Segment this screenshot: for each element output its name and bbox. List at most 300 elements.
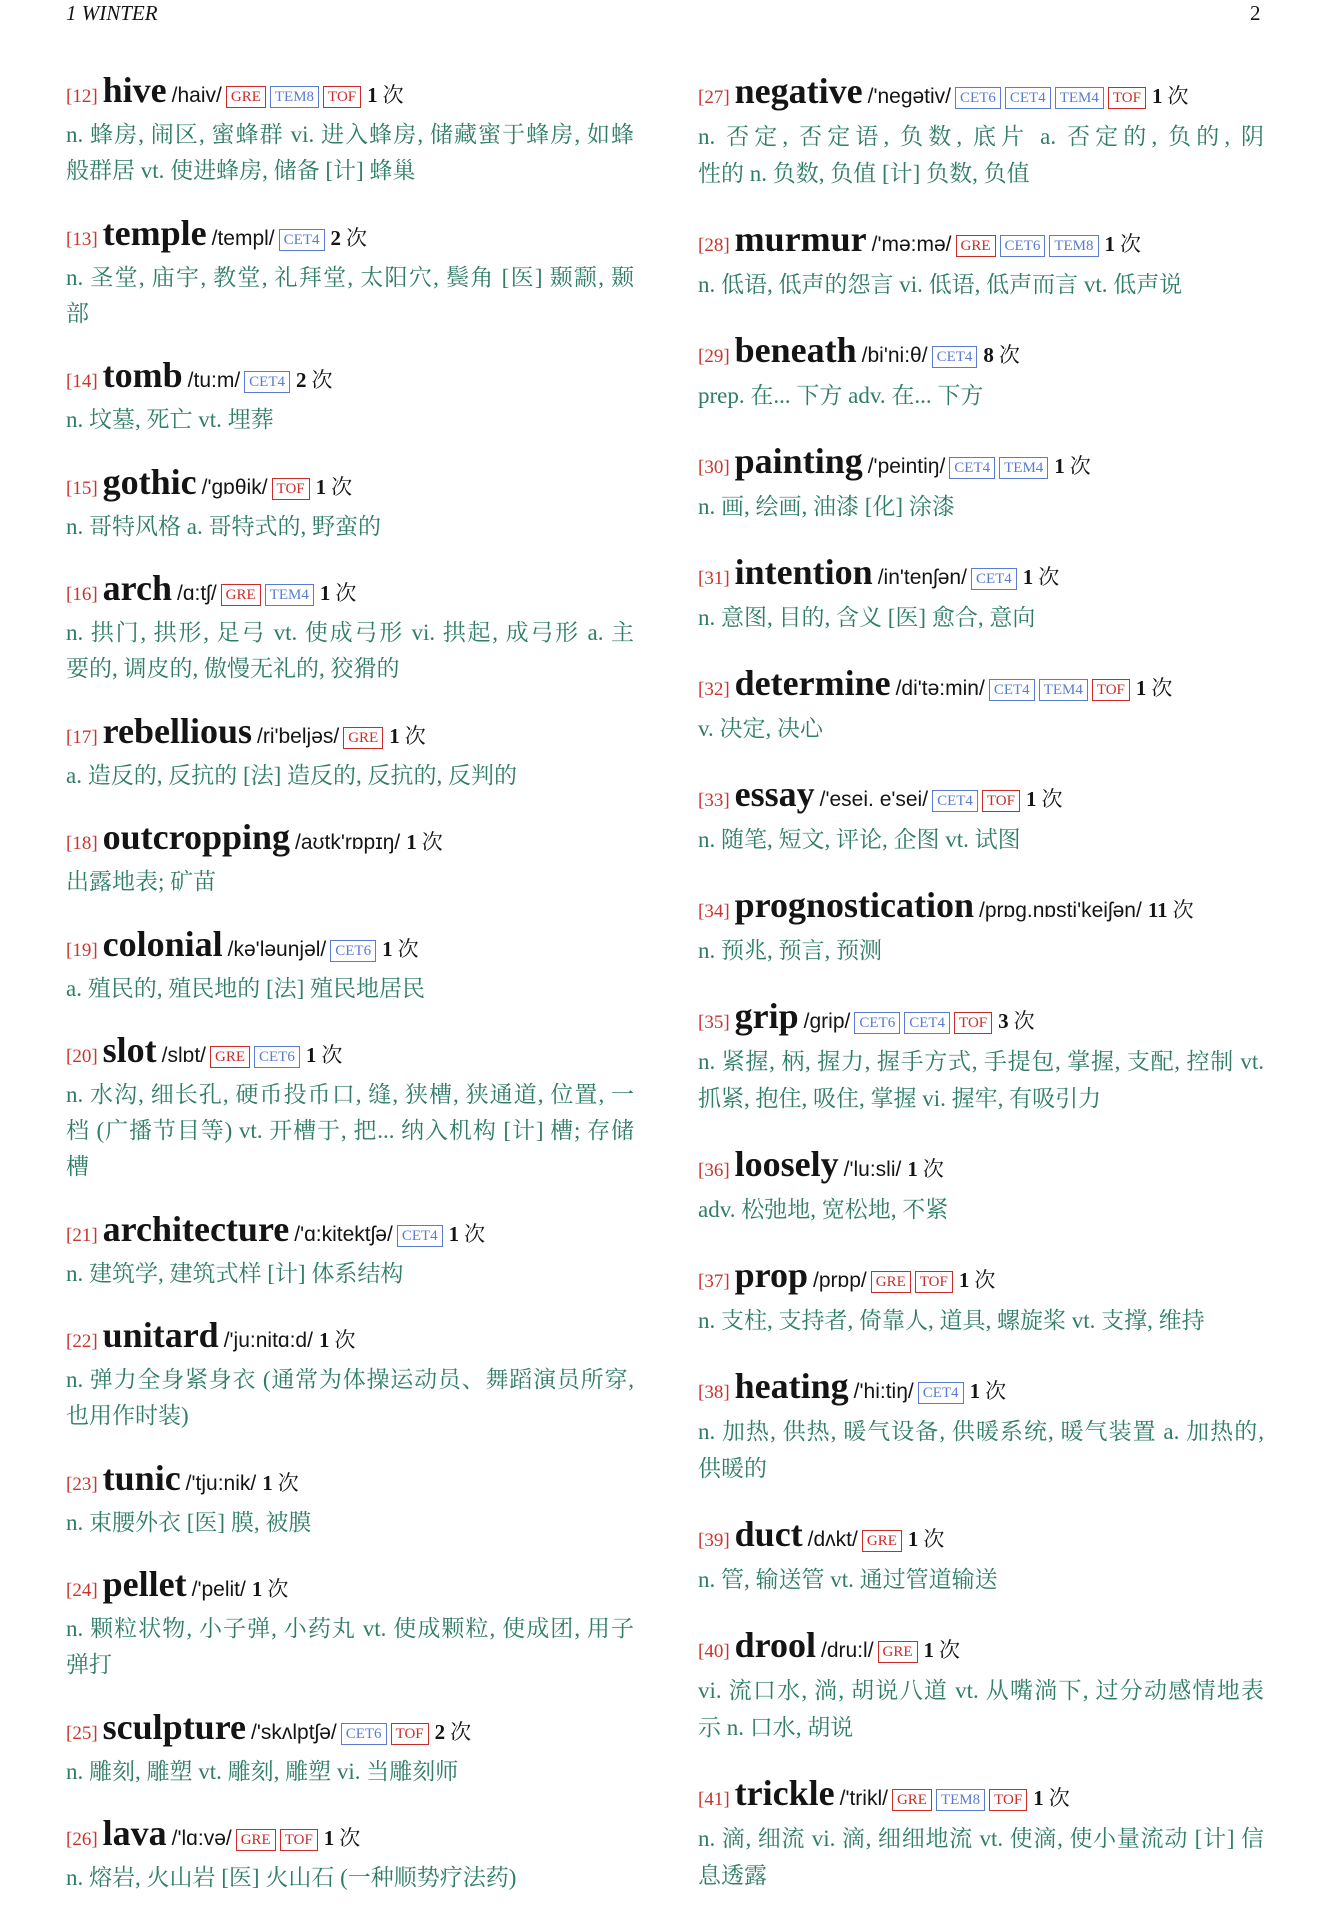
entry-temple: [66, 214, 634, 332]
occurrence-count: 11: [1147, 898, 1168, 922]
exam-tag-tem4: TEM4: [999, 457, 1048, 479]
exam-tag-gre: GRE: [226, 86, 266, 108]
definition-line: n. 圣堂, 庙宇, 教堂, 礼拜堂, 太阳穴, 鬓角 [医] 颞颥, 颞: [66, 264, 634, 290]
definition-line: n. 建筑学, 建筑式样 [计] 体系结构: [66, 1260, 404, 1286]
definition: [66, 1256, 634, 1292]
definition-line: n. 随笔, 短文, 评论, 企图 vt. 试图: [698, 827, 1021, 852]
entry-headline: [66, 1031, 634, 1077]
exam-tag-cet4: CET4: [989, 679, 1035, 701]
definition: [698, 1820, 1264, 1894]
entry-index: [37]: [698, 1271, 730, 1292]
exam-tag-cet4: CET4: [279, 229, 325, 251]
phonetic: /'lɑ:və/: [171, 1827, 232, 1850]
headword: gothic: [102, 461, 197, 502]
definition-line: n. 雕刻, 雕塑 vt. 雕刻, 雕塑 vi. 当雕刻师: [66, 1758, 459, 1784]
entry-index: [33]: [698, 790, 730, 811]
headword: slot: [102, 1030, 157, 1070]
exam-tag-cet6: CET6: [254, 1046, 300, 1068]
exam-tag-gre: GRE: [221, 584, 261, 606]
definition: [698, 266, 1264, 303]
occurrence-count: 1: [323, 1826, 335, 1850]
entry-colonial: [66, 925, 634, 1007]
exam-tag-gre: GRE: [236, 1829, 276, 1851]
headword: intention: [734, 552, 873, 592]
definition-line: n. 紧握, 柄, 握力, 握手方式, 手提包, 掌握, 支配, 控制 vt.: [698, 1049, 1264, 1074]
entry-headline: [698, 220, 1264, 266]
definition: [66, 260, 634, 332]
exam-tag-cet6: CET6: [330, 940, 376, 962]
phonetic: /'esei. e'sei/: [819, 788, 929, 811]
entry-headline: [66, 1210, 634, 1256]
exam-tag-tof: TOF: [989, 1789, 1027, 1811]
entry-pellet: [66, 1565, 634, 1683]
occurrence-unit: 次: [464, 1221, 486, 1246]
occurrence-count: 1: [907, 1527, 919, 1551]
headword: beneath: [734, 330, 857, 370]
occurrence-count: 1: [318, 1328, 330, 1352]
occurrence-unit: 次: [1048, 1786, 1070, 1810]
phonetic: /'pelit/: [191, 1578, 246, 1601]
entry-beneath: [698, 331, 1264, 414]
exam-tag-tof: TOF: [1108, 87, 1146, 109]
headword: rebellious: [102, 710, 252, 751]
occurrence-count: 3: [998, 1009, 1009, 1033]
definition-line: n. 否定, 否定语, 负数, 底片 a. 否定的, 负的, 阴: [698, 124, 1264, 149]
entry-lava: [66, 1814, 634, 1896]
phonetic: /'ju:nitɑ:d/: [223, 1329, 313, 1352]
exam-tag-cet4: CET4: [244, 371, 290, 393]
definition-line: 供暖的: [698, 1456, 767, 1481]
headword: negative: [734, 71, 863, 111]
entry-hive: [66, 71, 634, 189]
definition: [66, 615, 634, 687]
headword: grip: [734, 996, 799, 1036]
entry-trickle: [698, 1774, 1264, 1894]
entry-headline: [698, 1626, 1264, 1672]
occurrence-count: 1: [448, 1221, 460, 1246]
entry-index: [13]: [66, 228, 98, 250]
entry-outcropping: [66, 818, 634, 900]
definition-line: n. 加热, 供热, 暖气设备, 供暖系统, 暖气装置 a. 加热的,: [698, 1419, 1264, 1444]
exam-tag-cet4: CET4: [932, 790, 978, 812]
definition-line: 性的 n. 负数, 负值 [计] 负数, 负值: [698, 161, 1030, 186]
headword: temple: [102, 212, 207, 253]
entry-grip: [698, 997, 1264, 1117]
entry-headline: [698, 553, 1264, 599]
exam-tag-tem8: TEM8: [936, 1789, 985, 1811]
occurrence-unit: 次: [1013, 1009, 1035, 1033]
occurrence-unit: 次: [334, 1328, 356, 1352]
entry-gothic: [66, 463, 634, 545]
entry-headline: [66, 1459, 634, 1505]
entry-index: [41]: [698, 1789, 730, 1810]
exam-tag-tem4: TEM4: [265, 584, 314, 606]
entry-index: [20]: [66, 1046, 98, 1067]
definition-line: n. 蜂房, 闹区, 蜜蜂群 vi. 进入蜂房, 储藏蜜于蜂房, 如蜂: [66, 122, 634, 147]
entry-index: [27]: [698, 87, 730, 108]
headword: tunic: [102, 1457, 181, 1498]
phonetic: /'peintiŋ/: [867, 455, 946, 478]
entry-sculpture: [66, 1708, 634, 1790]
entry-headline: [66, 818, 634, 864]
definition-line: 示 n. 口水, 胡说: [698, 1715, 854, 1740]
entry-headline: [66, 356, 634, 402]
headword: colonial: [102, 923, 223, 964]
entry-headline: [66, 925, 634, 971]
definition: [698, 377, 1264, 414]
entry-essay: [698, 775, 1264, 858]
definition-line: n. 意图, 目的, 含义 [医] 愈合, 意向: [698, 605, 1036, 630]
entry-headline: [698, 72, 1264, 118]
definition-line: 出露地表; 矿苗: [66, 869, 217, 894]
occurrence-count: 1: [389, 723, 400, 748]
definition-line: n. 画, 绘画, 油漆 [化] 涂漆: [698, 494, 955, 519]
entry-index: [39]: [698, 1530, 730, 1551]
entry-negative: [698, 72, 1264, 192]
definition-line: n. 坟墓, 死亡 vt. 埋葬: [66, 407, 274, 432]
occurrence-unit: 次: [1167, 84, 1189, 108]
occurrence-unit: 次: [382, 83, 404, 107]
occurrence-count: 1: [1022, 565, 1034, 589]
occurrence-unit: 次: [421, 830, 443, 854]
exam-tag-gre: GRE: [892, 1789, 932, 1811]
definition-line: 息透露: [698, 1863, 767, 1888]
entry-headline: [698, 1367, 1264, 1413]
exam-tag-gre: GRE: [210, 1046, 250, 1068]
entry-duct: [698, 1515, 1264, 1598]
definition-line: n. 预兆, 预言, 预测: [698, 938, 882, 963]
definition-line: 槽: [66, 1154, 89, 1179]
occurrence-count: 1: [1151, 84, 1163, 108]
entry-index: [21]: [66, 1224, 98, 1246]
occurrence-count: 1: [262, 1470, 273, 1495]
headword: heating: [734, 1366, 849, 1406]
headword: lava: [102, 1813, 167, 1853]
entry-tunic: [66, 1459, 634, 1541]
occurrence-count: 1: [406, 830, 417, 854]
definition: [66, 1505, 634, 1541]
exam-tag-gre: GRE: [878, 1641, 918, 1663]
entry-drool: [698, 1626, 1264, 1746]
headword: pellet: [102, 1564, 187, 1604]
headword: outcropping: [102, 817, 291, 857]
phonetic: /ri'beljəs/: [257, 724, 340, 748]
headword: painting: [734, 441, 863, 481]
exam-tag-tem8: TEM8: [1049, 235, 1098, 257]
entry-index: [26]: [66, 1829, 98, 1850]
entry-unitard: [66, 1316, 634, 1434]
definition-line: n. 熔岩, 火山岩 [医] 火山石 (一种顺势疗法药): [66, 1865, 517, 1890]
exam-tag-cet6: CET6: [341, 1723, 387, 1745]
entry-index: [22]: [66, 1331, 98, 1352]
occurrence-count: 1: [367, 83, 378, 107]
entry-index: [12]: [66, 86, 98, 107]
exam-tag-tof: TOF: [915, 1271, 953, 1293]
entry-headline: [698, 331, 1264, 377]
entry-index: [24]: [66, 1580, 98, 1601]
entry-index: [38]: [698, 1382, 730, 1403]
entry-index: [35]: [698, 1012, 730, 1033]
definition-line: n. 拱门, 拱形, 足弓 vt. 使成弓形 vi. 拱起, 成弓形 a. 主: [66, 620, 634, 645]
entry-headline: [66, 1565, 634, 1611]
entry-prognostication: [698, 886, 1264, 969]
occurrence-count: 1: [923, 1638, 935, 1662]
definition: [66, 758, 634, 794]
occurrence-count: 1: [1033, 1786, 1044, 1810]
entry-headline: [66, 1316, 634, 1362]
occurrence-unit: 次: [998, 343, 1020, 367]
definition-line: 般群居 vt. 使进蜂房, 储备 [计] 蜂巢: [66, 158, 416, 183]
exam-tag-cet4: CET4: [1005, 87, 1051, 109]
occurrence-unit: 次: [404, 723, 426, 748]
entry-arch: [66, 569, 634, 687]
definition: [66, 1860, 634, 1896]
occurrence-unit: 次: [923, 1527, 945, 1551]
exam-tag-cet4: CET4: [971, 568, 1017, 590]
definition: [698, 1413, 1264, 1487]
entry-index: [32]: [698, 679, 730, 700]
exam-tag-cet4: CET4: [904, 1012, 950, 1034]
definition-line: 抓紧, 抱住, 吸住, 掌握 vi. 握牢, 有吸引力: [698, 1086, 1102, 1111]
entry-headline: [66, 214, 634, 260]
exam-tag-tof: TOF: [272, 478, 310, 500]
entry-slot: [66, 1031, 634, 1185]
left-column: [66, 71, 634, 1921]
right-column: [698, 72, 1264, 1922]
occurrence-unit: 次: [1120, 232, 1142, 256]
occurrence-unit: 次: [267, 1577, 289, 1601]
occurrence-count: 1: [1054, 454, 1065, 478]
definition-line: n. 弹力全身紧身衣 (通常为体操运动员、舞蹈演员所穿,: [66, 1367, 634, 1392]
occurrence-unit: 次: [335, 581, 357, 605]
phonetic: /'skʌlptʃə/: [251, 1720, 337, 1744]
definition: [698, 821, 1264, 858]
entry-index: [18]: [66, 833, 98, 854]
exam-tag-tem4: TEM4: [1055, 87, 1104, 109]
exam-tag-gre: GRE: [862, 1530, 902, 1552]
phonetic: /aʊtk'rɒpɪŋ/: [295, 831, 401, 854]
definition-line: 档 (广播节目等) vt. 开槽于, 把... 纳入机构 [计] 槽; 存储: [66, 1118, 634, 1143]
phonetic: /dʌkt/: [807, 1528, 858, 1551]
entry-headline: [698, 1515, 1264, 1561]
occurrence-count: 2: [434, 1719, 446, 1744]
entry-index: [40]: [698, 1641, 730, 1662]
headword: hive: [102, 70, 167, 110]
entry-rebellious: [66, 712, 634, 794]
entry-tomb: [66, 356, 634, 438]
entry-index: [36]: [698, 1160, 730, 1181]
occurrence-count: 8: [983, 343, 994, 367]
definition-line: n. 支柱, 支持者, 倚靠人, 道具, 螺旋桨 vt. 支撑, 维持: [698, 1308, 1205, 1333]
entry-headline: [698, 1256, 1264, 1302]
entry-index: [16]: [66, 584, 98, 605]
occurrence-count: 1: [319, 581, 331, 605]
headword: prognostication: [734, 885, 975, 925]
entry-headline: [66, 569, 634, 615]
headword: arch: [102, 568, 172, 608]
exam-tag-tof: TOF: [323, 86, 361, 108]
phonetic: /'gɒθik/: [201, 475, 268, 499]
exam-tag-tof: TOF: [280, 1829, 318, 1851]
definition-line: v. 决定, 决心: [698, 716, 824, 741]
exam-tag-cet6: CET6: [955, 87, 1001, 109]
occurrence-unit: 次: [1041, 787, 1063, 811]
entry-determine: [698, 664, 1264, 747]
exam-tag-tof: TOF: [1092, 679, 1130, 701]
entry-heating: [698, 1367, 1264, 1487]
occurrence-count: 1: [958, 1268, 970, 1292]
phonetic: /tu:m/: [187, 369, 241, 392]
definition: [698, 710, 1264, 747]
entry-headline: [66, 712, 634, 758]
exam-tag-cet6: CET6: [1000, 235, 1046, 257]
headword: trickle: [734, 1773, 835, 1813]
entry-index: [14]: [66, 371, 98, 392]
entry-prop: [698, 1256, 1264, 1339]
entry-headline: [66, 1814, 634, 1860]
definition: [66, 1611, 634, 1683]
definition: [66, 971, 634, 1007]
definition: [66, 117, 634, 189]
entry-intention: [698, 553, 1264, 636]
occurrence-unit: 次: [331, 474, 353, 499]
phonetic: /templ/: [211, 226, 275, 250]
definition-line: n. 水沟, 细长孔, 硬币投币口, 缝, 狭槽, 狭通道, 位置, 一: [66, 1082, 634, 1107]
entry-headline: [698, 886, 1264, 932]
phonetic: /'hi:tiŋ/: [853, 1380, 914, 1403]
occurrence-unit: 次: [397, 936, 419, 961]
entry-index: [25]: [66, 1722, 98, 1744]
definition: [698, 118, 1264, 192]
definition: [698, 1302, 1264, 1339]
entry-headline: [698, 775, 1264, 821]
entry-headline: [698, 1774, 1264, 1820]
headword: unitard: [102, 1315, 219, 1355]
occurrence-count: 1: [251, 1577, 263, 1601]
exam-tag-tof: TOF: [982, 790, 1020, 812]
definition-line: prep. 在... 下方 adv. 在... 下方: [698, 383, 984, 408]
definition: [66, 1077, 634, 1185]
exam-tag-gre: GRE: [871, 1271, 911, 1293]
headword: sculpture: [102, 1706, 247, 1747]
exam-tag-cet4: CET4: [397, 1225, 443, 1247]
phonetic: /grip/: [803, 1010, 851, 1033]
exam-tag-cet4: CET4: [932, 346, 978, 368]
entry-headline: [66, 1708, 634, 1754]
definition-line: vi. 流口水, 淌, 胡说八道 vt. 从嘴淌下, 过分动感情地表: [698, 1678, 1264, 1703]
headword: loosely: [734, 1144, 839, 1184]
entry-index: [34]: [698, 901, 730, 922]
entry-headline: [66, 71, 634, 117]
headword: tomb: [102, 355, 183, 395]
entry-headline: [66, 463, 634, 509]
occurrence-unit: 次: [1069, 454, 1091, 478]
exam-tag-tem8: TEM8: [270, 86, 319, 108]
entry-headline: [698, 664, 1264, 710]
entry-architecture: [66, 1210, 634, 1292]
phonetic: /'trikl/: [839, 1787, 888, 1810]
definition-line: 也用作时装): [66, 1403, 189, 1428]
occurrence-count: 2: [330, 225, 341, 250]
exam-tag-gre: GRE: [956, 235, 996, 257]
headword: architecture: [102, 1208, 290, 1249]
page-number: 2: [1250, 1, 1261, 25]
occurrence-count: 1: [1025, 787, 1037, 811]
definition: [698, 932, 1264, 969]
running-head: 1 WINTER: [66, 1, 158, 25]
definition-line: n. 管, 输送管 vt. 通过管道输送: [698, 1567, 998, 1592]
exam-tag-tof: TOF: [954, 1012, 992, 1034]
definition-line: adv. 松弛地, 宽松地, 不紧: [698, 1197, 949, 1222]
occurrence-count: 1: [315, 474, 327, 499]
occurrence-count: 1: [1104, 232, 1116, 256]
occurrence-unit: 次: [1151, 676, 1173, 700]
definition-line: n. 束腰外衣 [医] 膜, 被膜: [66, 1509, 312, 1535]
definition-line: 弹打: [66, 1652, 112, 1677]
definition: [698, 1043, 1264, 1117]
phonetic: /haiv/: [171, 84, 222, 107]
occurrence-unit: 次: [311, 368, 333, 392]
definition: [66, 864, 634, 900]
entry-index: [31]: [698, 568, 730, 589]
occurrence-unit: 次: [985, 1379, 1007, 1403]
entry-headline: [698, 997, 1264, 1043]
exam-tag-cet4: CET4: [949, 457, 995, 479]
phonetic: /in'tenʃən/: [877, 566, 967, 589]
occurrence-count: 1: [907, 1157, 918, 1181]
phonetic: /dru:l/: [821, 1639, 874, 1662]
occurrence-unit: 次: [939, 1638, 961, 1662]
definition: [698, 1561, 1264, 1598]
phonetic: /'negətiv/: [867, 85, 952, 108]
entry-index: [28]: [698, 235, 730, 256]
exam-tag-cet6: CET6: [854, 1012, 900, 1034]
exam-tag-cet4: CET4: [918, 1382, 964, 1404]
headword: determine: [734, 663, 891, 703]
definition-line: n. 颗粒状物, 小子弹, 小药丸 vt. 使成颗粒, 使成团, 用子: [66, 1616, 634, 1641]
phonetic: /'tju:nik/: [185, 1471, 257, 1495]
phonetic: /prɒp/: [813, 1269, 867, 1292]
phonetic: /di'tə:min/: [895, 677, 985, 700]
phonetic: /bi'ni:θ/: [861, 344, 928, 367]
phonetic: /ɑ:tʃ/: [176, 582, 217, 605]
entry-loosely: [698, 1145, 1264, 1228]
exam-tag-tem4: TEM4: [1039, 679, 1088, 701]
definition-line: a. 殖民的, 殖民地的 [法] 殖民地居民: [66, 975, 426, 1001]
headword: prop: [734, 1255, 809, 1295]
definition: [66, 402, 634, 438]
phonetic: /'lu:sli/: [843, 1158, 902, 1181]
entry-index: [30]: [698, 457, 730, 478]
definition-line: n. 哥特风格 a. 哥特式的, 野蛮的: [66, 513, 381, 539]
occurrence-count: 1: [1135, 676, 1147, 700]
entry-index: [23]: [66, 1473, 98, 1495]
occurrence-unit: 次: [450, 1719, 472, 1744]
headword: essay: [734, 774, 815, 814]
occurrence-unit: 次: [1172, 898, 1194, 922]
occurrence-count: 1: [305, 1043, 317, 1067]
definition: [698, 1672, 1264, 1746]
exam-tag-tof: TOF: [391, 1723, 429, 1745]
occurrence-unit: 次: [922, 1157, 944, 1181]
definition: [66, 1754, 634, 1790]
occurrence-unit: 次: [974, 1268, 996, 1292]
entry-index: [15]: [66, 477, 98, 499]
entry-murmur: [698, 220, 1264, 303]
entry-headline: [698, 1145, 1264, 1191]
occurrence-count: 2: [296, 368, 307, 392]
definition-line: n. 滴, 细流 vi. 滴, 细细地流 vt. 使滴, 使小量流动 [计] 信: [698, 1826, 1264, 1851]
